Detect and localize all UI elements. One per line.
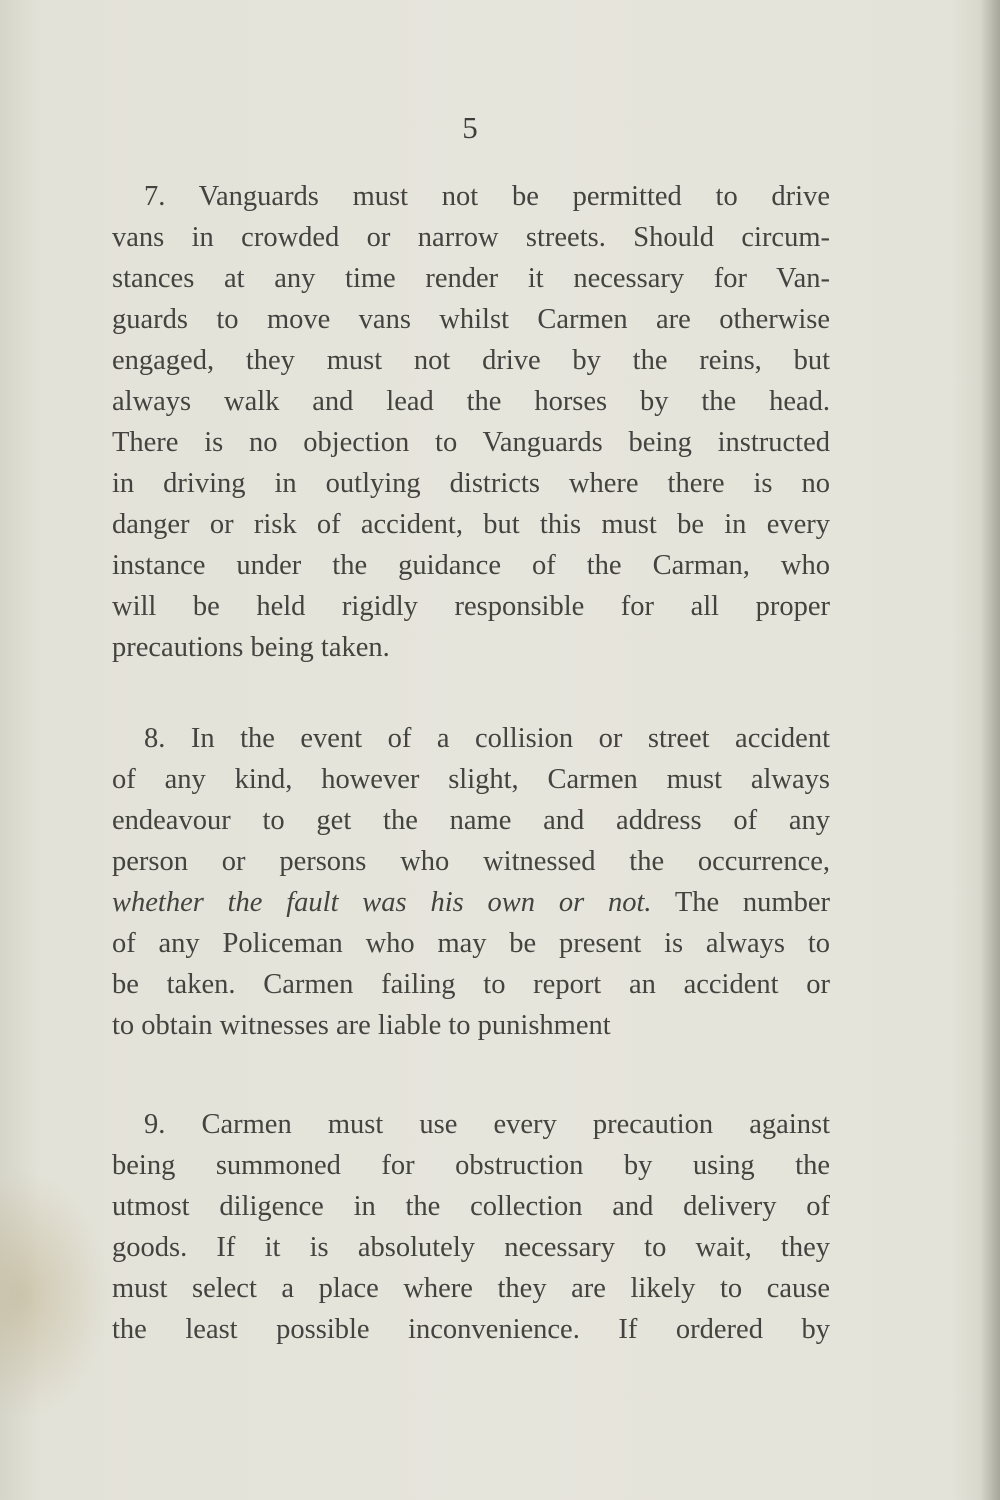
text-line: stances at any time render it necessary for Van-	[112, 263, 830, 294]
text-line: person or persons who witnessed the occurrence,	[112, 846, 830, 877]
page-number: 5	[462, 110, 478, 145]
text-line: being summoned for obstruction by using the	[112, 1150, 830, 1181]
text-line: of any Policeman who may be present is always to	[112, 928, 830, 959]
text-line: danger or risk of accident, but this must be in every	[112, 509, 830, 540]
text-fragment: The number	[651, 887, 830, 918]
text-line: goods. If it is absolutely necessary to wait, they	[112, 1232, 830, 1263]
text-line: the least possible inconvenience. If ordered by	[112, 1314, 830, 1345]
text-line: instance under the guidance of the Carman, who	[112, 550, 830, 581]
italic-phrase: whether the fault was his own or not.	[112, 887, 652, 918]
text-line: There is no objection to Vanguards being instructed	[112, 427, 830, 458]
text-line: to obtain witnesses are liable to punishment	[112, 1010, 611, 1041]
text-line-mixed	[112, 882, 830, 923]
text-line: must select a place where they are likely to cause	[112, 1273, 830, 1304]
text-line: 7. Vanguards must not be permitted to drive	[144, 181, 830, 212]
text-line: engaged, they must not drive by the reins, but	[112, 345, 830, 376]
text-line: 8. In the event of a collision or street accident	[144, 723, 830, 754]
text-line: guards to move vans whilst Carmen are otherwise	[112, 304, 830, 335]
text-line: be taken. Carmen failing to report an accident or	[112, 969, 830, 1000]
text-line: endeavour to get the name and address of any	[112, 805, 830, 836]
text-line: will be held rigidly responsible for all proper	[112, 591, 830, 622]
paragraph-9	[112, 1104, 830, 1350]
text-line: always walk and lead the horses by the head.	[112, 386, 830, 417]
paragraph-7	[112, 176, 830, 668]
text-line: vans in crowded or narrow streets. Should circum-	[112, 222, 830, 253]
page-edge-shadow	[980, 0, 1000, 1500]
text-line: precautions being taken.	[112, 632, 390, 663]
text-line: 9. Carmen must use every precaution against	[144, 1109, 830, 1140]
paragraph-8	[112, 718, 830, 1046]
paper-stain	[0, 1170, 110, 1420]
text-line: in driving in outlying districts where there is no	[112, 468, 830, 499]
text-line: utmost diligence in the collection and delivery of	[112, 1191, 830, 1222]
text-line: of any kind, however slight, Carmen must always	[112, 764, 830, 795]
